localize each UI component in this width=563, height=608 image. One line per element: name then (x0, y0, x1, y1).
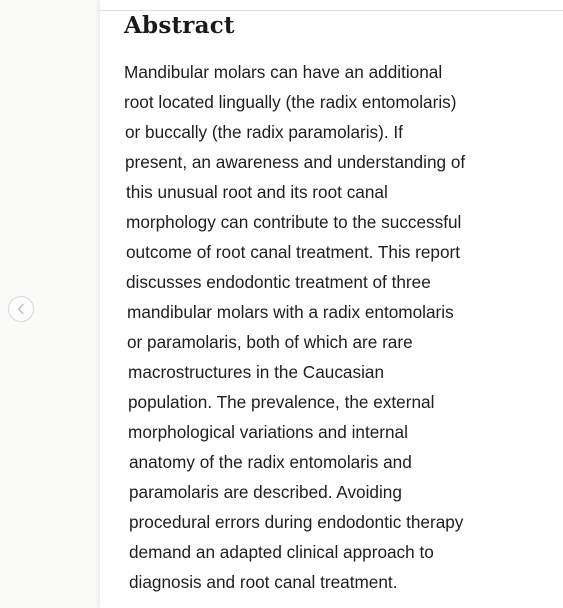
abstract-line: or paramolaris, both of which are rare (127, 332, 413, 352)
abstract-line: mandibular molars with a radix entomolaris (127, 302, 454, 322)
abstract-line: demand an adapted clinical approach to (129, 542, 434, 562)
abstract-line: diagnosis and root canal treatment. (129, 572, 398, 592)
abstract-line: outcome of root canal treatment. This report (126, 242, 461, 262)
abstract-line: root located lingually (the radix entomolaris) (124, 92, 457, 112)
abstract-line: procedural errors during endodontic therapy (129, 512, 464, 532)
abstract-line: morphology can contribute to the successful (126, 212, 462, 232)
abstract-line: this unusual root and its root canal (126, 182, 388, 202)
abstract-line: macrostructures in the Caucasian (128, 362, 385, 382)
abstract-line: paramolaris are described. Avoiding (129, 482, 402, 502)
abstract-line: anatomy of the radix entomolaris and (129, 452, 412, 472)
abstract-line: or buccally (the radix paramolaris). If (125, 122, 403, 142)
abstract-line: population. The prevalence, the external (128, 392, 435, 412)
abstract-line: morphological variations and internal (128, 422, 408, 442)
abstract-line: discusses endodontic treatment of three (126, 272, 431, 292)
abstract-line: Mandibular molars can have an additional (124, 62, 443, 82)
abstract-heading: Abstract (124, 12, 235, 39)
abstract-line: present, an awareness and understanding of (125, 152, 466, 172)
